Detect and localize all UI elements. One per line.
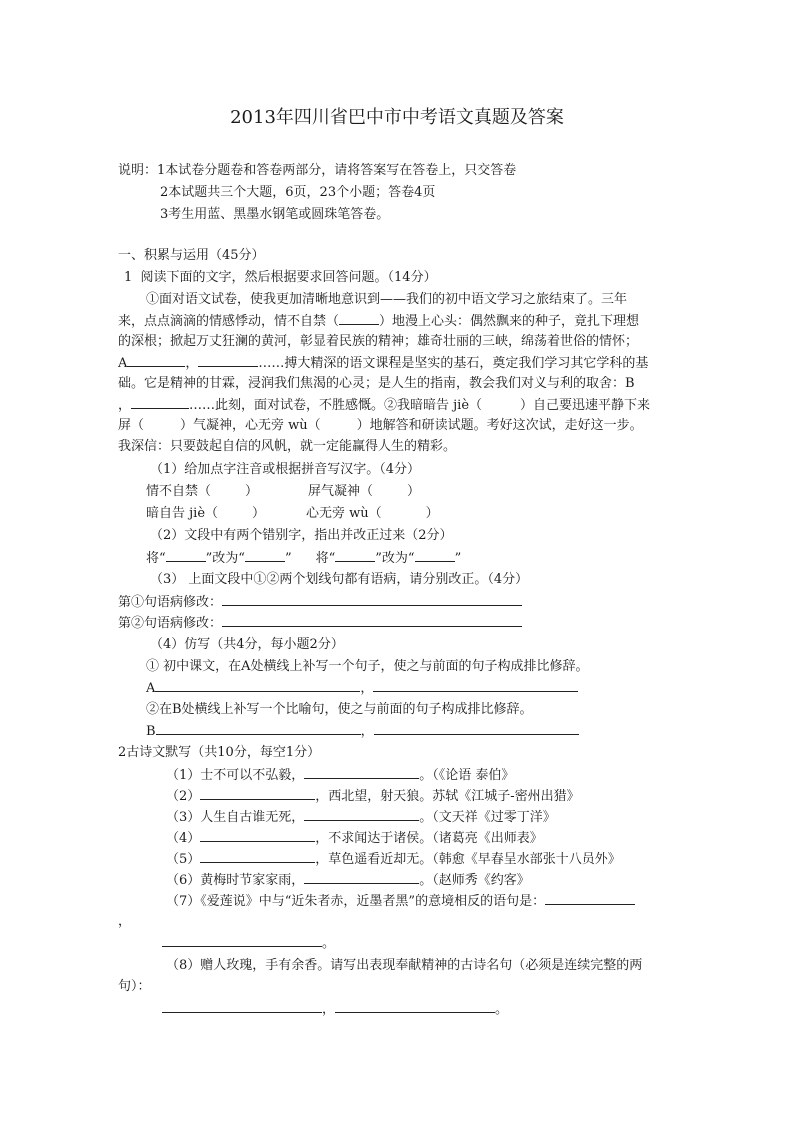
passage-line: ①面对语文试卷，使我更加清晰地意识到——我们的初中语文学习之旅结束了。三年	[146, 292, 628, 307]
blank[interactable]	[335, 547, 375, 562]
answer-row: ， 。	[162, 998, 508, 1020]
poem-item: （4） ，不求闻达于诸侯。（诸葛亮《出师表》	[166, 827, 543, 849]
answer-row: 第②句语病修改：	[118, 612, 522, 634]
answer-row: 心无旁 wù（ ）	[306, 506, 439, 521]
blank-a1[interactable]	[127, 352, 185, 367]
sub-question-3: （3） 上面文段中①②两个划线句都有语病，请分别改正。（4分）	[150, 572, 529, 587]
blank[interactable]	[415, 547, 455, 562]
answer-row: 。	[162, 932, 335, 954]
answer-row: B ，	[146, 720, 579, 742]
passage-line: 屏（ ）气凝神，心无旁 wù（ ）地解答和研读试题。考好这次试，走好这一步。	[118, 418, 643, 433]
blank[interactable]	[162, 998, 322, 1013]
blank[interactable]	[304, 806, 419, 821]
sub-question-1: （1）给加点字注音或根据拼音写汉字。（4分）	[150, 462, 421, 477]
blank[interactable]	[200, 848, 315, 863]
blank[interactable]	[245, 547, 285, 562]
blank[interactable]	[155, 677, 360, 692]
passage-line: ， ……此刻，面对试卷，不胜感慨。②我暗暗告 jiè（ ）自己要迅速平静下来	[118, 394, 650, 416]
blank[interactable]	[200, 785, 315, 800]
punct: ，	[118, 914, 132, 929]
blank[interactable]	[200, 827, 315, 842]
poem-item: （5） ，草色遥看近却无。（韩愈《早春呈水部张十八员外》	[166, 848, 621, 870]
answer-row: 将“ ”改为“ ” 将“ ”改为“ ”	[146, 547, 461, 569]
poem-item: （3）人生自古谁无死， 。（文天祥《过零丁洋》	[166, 806, 556, 828]
note-1: 说明：1本试卷分题卷和答卷两部分，请将答案写在答卷上，只交答卷	[118, 163, 517, 178]
blank[interactable]	[304, 869, 419, 884]
note-3: 3考生用蓝、黑墨水钢笔或圆珠笔答卷。	[160, 207, 390, 222]
passage-line: 我深信：只要鼓起自信的风帆，就一定能赢得人生的精彩。	[118, 439, 457, 454]
passage-line: 的深根；掀起万丈狂澜的黄河，彰显着民族的精神；雄奇壮丽的三峡，绵荡着世俗的情怀；	[118, 334, 639, 349]
passage-line: 来，点点滴滴的情感悸动，情不自禁（ ）地漫上心头：偶然飘来的种子，竟扎下理想	[118, 310, 639, 332]
answer-row: A ，	[146, 677, 578, 699]
answer-row: 暗自告 jiè（ ）	[146, 506, 266, 521]
prompt: ① 初中课文，在A处横线上补写一个句子，使之与前面的句子构成排比修辞。	[146, 659, 589, 674]
blank[interactable]	[222, 591, 522, 606]
sub-question-2: （2）文段中有两个错别字，指出并改正过来（2分）	[150, 528, 453, 543]
blank[interactable]	[162, 932, 322, 947]
poem-item: （1）士不可以不弘毅， 。（《论语 泰伯》	[166, 764, 514, 786]
note-2: 2本试题共三个大题，6页，23个小题；答卷4页	[160, 185, 436, 200]
poem-item: （6）黄梅时节家家雨， 。（赵师秀《约客》	[166, 869, 530, 891]
poem-item: （2） ，西北望，射天狼。苏轼《江城子-密州出猎》	[166, 785, 580, 807]
blank[interactable]	[156, 720, 361, 735]
sub-question-4: （4）仿写（共4分，每小题2分）	[150, 637, 344, 652]
prompt: ②在B处横线上补写一个比喻句，使之与前面的句子构成排比修辞。	[146, 702, 533, 717]
blank[interactable]	[166, 547, 206, 562]
question-1: 1 阅读下面的文字，然后根据要求回答问题。（14分）	[124, 270, 437, 285]
section-heading: 一、积累与运用（45分）	[118, 248, 265, 263]
blank[interactable]	[545, 890, 635, 905]
blank[interactable]	[374, 720, 579, 735]
page-title: 2013年四川省巴中市中考语文真题及答案	[230, 107, 564, 128]
poem-item: （7）《爱莲说》中与“近朱者赤，近墨者黑”的意境相反的语句是：	[166, 890, 635, 912]
blank[interactable]	[304, 764, 419, 779]
blank-a2[interactable]	[198, 352, 258, 367]
question-2: 2古诗文默写（共10分，每空1分）	[118, 745, 321, 760]
poem-item: 句）：	[118, 979, 151, 994]
blank[interactable]	[222, 612, 522, 627]
blank[interactable]	[339, 310, 379, 325]
passage-line: A ， ……搏大精深的语文课程是坚实的基石，奠定我们学习其它学科的基	[118, 352, 648, 374]
answer-row: 第①句语病修改：	[118, 591, 522, 613]
answer-row: 屏气凝神（ ）	[308, 484, 421, 499]
blank[interactable]	[335, 998, 495, 1013]
blank[interactable]	[373, 677, 578, 692]
answer-row: 情不自禁（ ）	[146, 484, 259, 499]
passage-line: 础。它是精神的甘霖，浸润我们焦渴的心灵；是人生的指南，教会我们对义与利的取舍：B	[118, 376, 635, 391]
blank-b[interactable]	[131, 394, 189, 409]
poem-item: （8）赠人玫瑰，手有余香。请写出表现奉献精神的古诗名句（必须是连续完整的两	[166, 958, 643, 973]
